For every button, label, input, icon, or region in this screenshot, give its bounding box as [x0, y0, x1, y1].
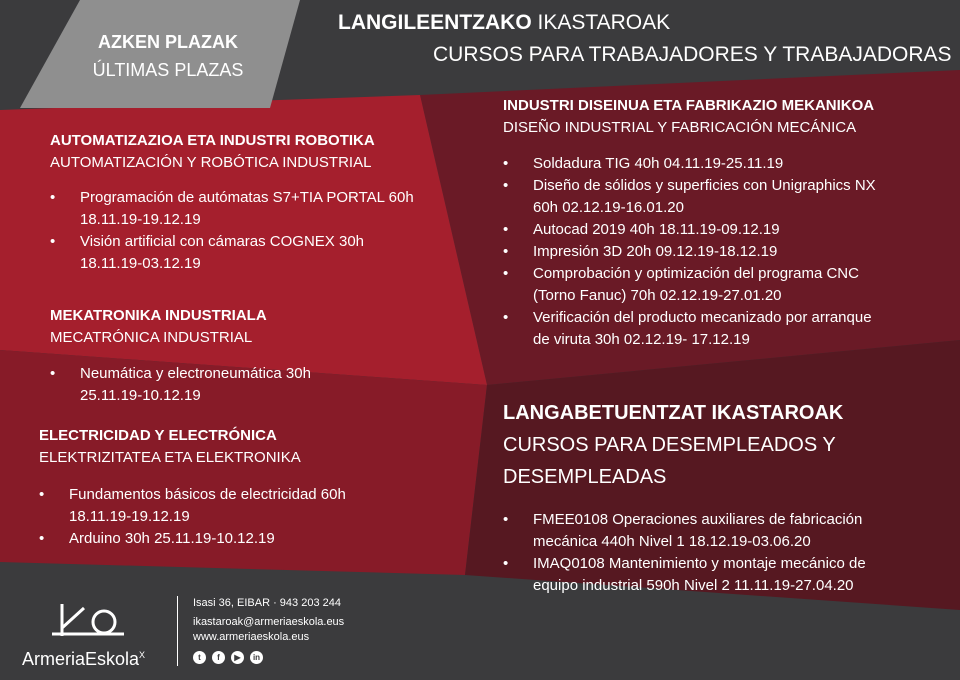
last-places-badge: [48, 28, 288, 84]
section-unemployed: [503, 397, 943, 597]
section-design: [503, 95, 943, 351]
list-item: • Autocad 2019 40h 18.11.19-09.12.19: [503, 219, 943, 241]
course-list: [50, 363, 460, 407]
section-title: ELECTRICIDAD Y ELECTRÓNICA: [39, 427, 277, 444]
twitter-icon[interactable]: t: [193, 651, 206, 664]
contact-info: [193, 596, 344, 665]
logo-mark-icon: [52, 600, 142, 640]
list-item: • Fundamentos básicos de electricidad 60h 18.11.19-19.12.19: [39, 484, 459, 528]
facebook-icon[interactable]: f: [212, 651, 225, 664]
email-link[interactable]: ikastaroak@armeriaeskola.eus: [193, 616, 345, 628]
brand-name: ArmeriaEskola$^X$: [22, 649, 146, 669]
section-mechatronics: [50, 305, 460, 407]
list-item: • FMEE0108 Operaciones auxiliares de fabricación mecánica 440h Nivel 1 18.12.19-03.06.20: [503, 509, 943, 553]
list-item: • Visión artificial con cámaras COGNEX 30h 18.11.19-03.12.19: [50, 231, 460, 275]
page-title-rest: IKASTAROAK: [531, 11, 671, 34]
course-list: [503, 509, 943, 597]
page-title-bold: LANGILEENTZAKO: [338, 11, 532, 34]
section-subtitle: AUTOMATIZACIÓN Y ROBÓTICA INDUSTRIAL: [50, 154, 372, 171]
linkedin-icon[interactable]: in: [250, 651, 263, 664]
brand-logo: [22, 600, 172, 670]
section-title: AUTOMATIZAZIOA ETA INDUSTRI ROBOTIKA: [50, 132, 375, 149]
section-title: LANGABETUENTZAT IKASTAROAK: [503, 402, 844, 424]
list-item: • Verificación del producto mecanizado por arranque de viruta 30h 02.12.19- 17.12.19: [503, 307, 943, 351]
course-list: [503, 153, 943, 351]
page-title: [338, 8, 670, 38]
section-subtitle: ELEKTRIZITATEA ETA ELEKTRONIKA: [39, 449, 301, 466]
list-item: • Diseño de sólidos y superficies con Unigraphics NX 60h 02.12.19-16.01.20: [503, 175, 943, 219]
website-link[interactable]: www.armeriaeskola.eus: [193, 631, 310, 643]
section-subtitle: CURSOS PARA DESEMPLEADOS Y DESEMPLEADAS: [503, 434, 836, 488]
social-icons: [193, 650, 344, 665]
badge-title: AZKEN PLAZAK: [98, 32, 238, 52]
list-item: • Impresión 3D 20h 09.12.19-18.12.19: [503, 241, 943, 263]
footer-divider: [177, 596, 178, 666]
course-list: [39, 484, 459, 550]
list-item: • IMAQ0108 Mantenimiento y montaje mecánico de equipo industrial 590h Nivel 2 11.11.19-27.04.20: [503, 553, 943, 597]
section-title: INDUSTRI DISEINUA ETA FABRIKAZIO MEKANIKOA: [503, 97, 875, 114]
badge-subtitle: ÚLTIMAS PLAZAS: [92, 60, 244, 80]
list-item: • Soldadura TIG 40h 04.11.19-25.11.19: [503, 153, 943, 175]
section-subtitle: MECATRÓNICA INDUSTRIAL: [50, 329, 253, 346]
section-electricity: [39, 425, 459, 550]
section-title: MEKATRONIKA INDUSTRIALA: [50, 307, 267, 324]
address: Isasi 36, EIBAR · 943 203 244: [193, 597, 341, 609]
course-list: [50, 187, 460, 275]
section-subtitle: DISEÑO INDUSTRIAL Y FABRICACIÓN MECÁNICA: [503, 119, 857, 136]
list-item: • Comprobación y optimización del programa CNC (Torno Fanuc) 70h 02.12.19-27.01.20: [503, 263, 943, 307]
page-subtitle: CURSOS PARA TRABAJADORES Y TRABAJADORAS: [433, 43, 952, 66]
section-automation: [50, 130, 460, 275]
list-item: • Neumática y electroneumática 30h 25.11.19-10.12.19: [50, 363, 460, 407]
list-item: • Programación de autómatas S7+TIA PORTAL 60h 18.11.19-19.12.19: [50, 187, 460, 231]
youtube-icon[interactable]: ▶: [231, 651, 244, 664]
list-item: • Arduino 30h 25.11.19-10.12.19: [39, 528, 459, 550]
